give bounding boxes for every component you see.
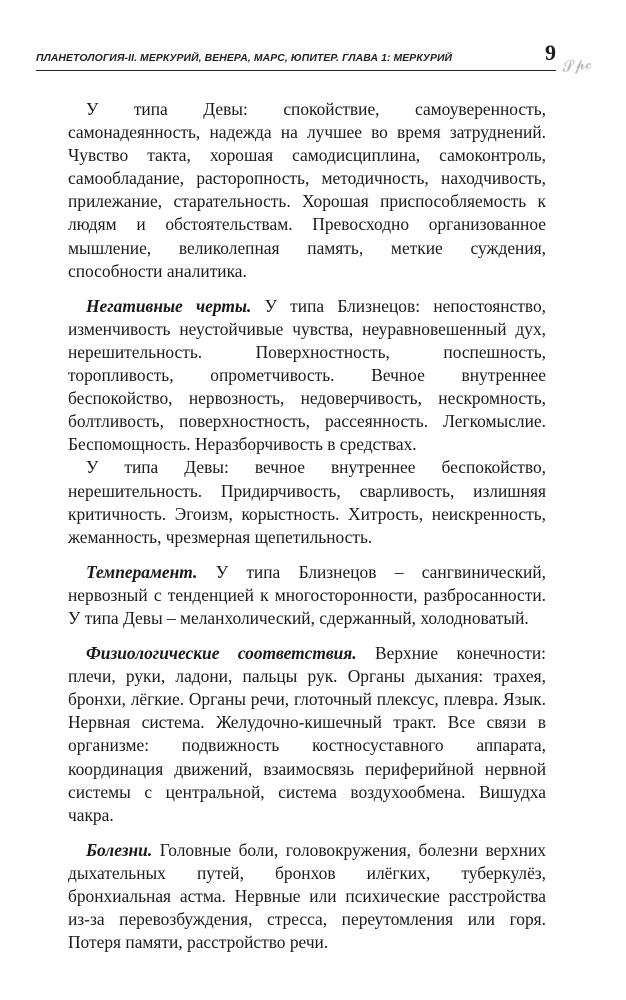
paragraph-text: У типа Близнецов: непостоянство, изменчивость неустойчивые чувства, неуравновешенный дух, нерешительность. Поверхностность, поспешность, торопливость, опрометчивость. Вечное внутреннее беспокойство, нервозность, недоверчивость, нескромность, болтливость, поверхностность, рассеянность. Легкомыслие. Беспомощность. Неразборчивость в средствах. xyxy=(68,295,546,455)
paragraph-physiology xyxy=(68,642,546,827)
paragraph-negative-traits xyxy=(68,295,546,457)
paragraph-text: Головные боли, головокружения, болезни верхних дыхательных путей, бронхов илёгких, туберкулёз, бронхиальная астма. Нервные или психические расстройства из-за перевозбуждения, стресса, переутомления или горя. Потеря памяти, расстройство речи. xyxy=(68,839,546,953)
page-number: 9 xyxy=(545,40,556,65)
paragraph-heading: Болезни. xyxy=(86,839,153,860)
paragraph-diseases xyxy=(68,839,546,954)
page-header xyxy=(36,42,556,71)
paragraph-heading: Темперамент. xyxy=(86,561,198,582)
paragraph-heading: Физиологические соответствия. xyxy=(86,643,357,664)
paragraph-text: Верхние конечности: плечи, руки, ладони, пальцы рук. Органы дыхания: трахея, бронхи, лёгкие. Органы речи, глоточный плексус, плевра. Язык. Нервная система. Желудочно-кишечный тракт. Все связи в организме: подвижность костносуставного аппарата, координация движений, взаимосвязь периферийной нервной системы с центральной, система воздухообмена. Вишудха чакра. xyxy=(68,643,546,825)
corner-stamp-mark: 𝓢𝓹𝓬 xyxy=(560,54,593,76)
paragraph-virgo-traits xyxy=(68,98,546,283)
paragraph-heading: Негативные черты. xyxy=(86,295,252,316)
running-title: ПЛАНЕТОЛОГИЯ-II. МЕРКУРИЙ, ВЕНЕРА, МАРС, ЮПИТЕР. ГЛАВА 1: МЕРКУРИЙ xyxy=(36,53,453,64)
paragraph-text: У типа Близнецов – сангвинический, нервозный с тенденцией к многосторонности, разбросанности. У типа Девы – меланхолический, сдержанный, холодноватый. xyxy=(68,561,546,628)
paragraph-text: У типа Девы: вечное внутреннее беспокойство, нерешительность. Придирчивость, сварливость, излишняя критичность. Эгоизм, корыстность. Хитрость, неискренность, жеманность, чрезмерная щепетильность. xyxy=(68,457,546,547)
paragraph-temperament xyxy=(68,561,546,630)
paragraph-text: У типа Девы: спокойствие, самоуверенность, самонадеянность, надежда на лучшее во время затруднений. Чувство такта, хорошая самодисциплина, самоконтроль, самообладание, расторопность, методичность, находчивость, прилежание, старательность. Хорошая приспособляемость к людям и обстоятельствам. Превосходно организованное мышление, великолепная память, меткие суждения, способности аналитика. xyxy=(68,99,546,281)
page-body xyxy=(68,98,546,954)
paragraph-virgo-negative xyxy=(68,456,546,548)
